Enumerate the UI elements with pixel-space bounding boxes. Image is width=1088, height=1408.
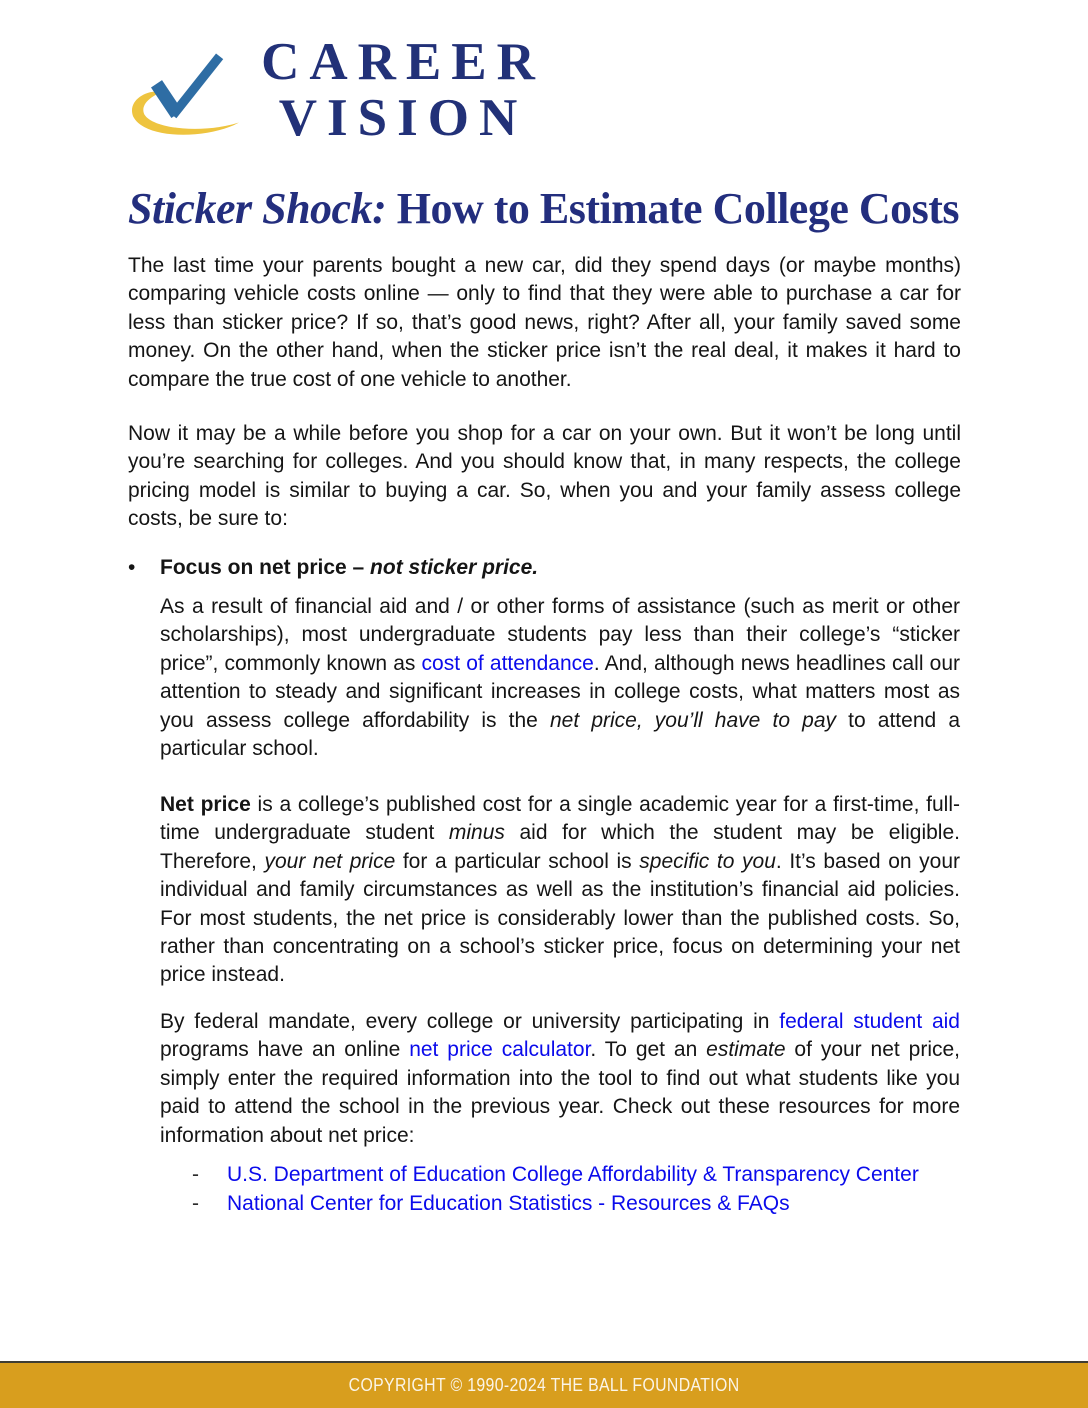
text-run: The last time your parents bought a new car, did they spend days (or maybe months) comparing vehicle costs online — only to find that they were able to purchase a car for less than sticker price? If so, that’s good news, right? After all, your family saved some money. On the other hand, when the sticker price isn’t the real deal, it makes it hard to compare the true cost of one vehicle to another.	[128, 254, 961, 391]
resource-links-list	[192, 1161, 919, 1218]
link-ed-affordability-transparency-center[interactable]: U.S. Department of Education College Affordability & Transparency Center	[227, 1163, 919, 1186]
copyright-text: COPYRIGHT © 1990-2024 THE BALL FOUNDATION	[348, 1375, 740, 1395]
text-run: Now it may be a while before you shop for a car on your own. But it won’t be long until you’re searching for colleges. And you should know that, in many respects, the college pricing model is similar to buying a car. So, when you and your family assess college costs, be sure to:	[128, 422, 961, 531]
bullet-heading	[160, 554, 538, 582]
text-run: of your net price, simply enter the required information into the tool to find out what students like you paid to attend the school in the previous year. Check out these resources for more information about net price:	[160, 1038, 960, 1147]
paragraph-college-pricing	[128, 420, 961, 534]
footer-bar	[0, 1361, 1088, 1408]
bullet-item-focus-net-price	[128, 554, 961, 582]
bullet-icon: •	[128, 556, 136, 579]
title-italic-part: Sticker Shock:	[128, 184, 387, 233]
text-run: Net price	[160, 793, 251, 816]
text-run: Focus on net price –	[160, 556, 371, 579]
text-run: . It’s based on your individual and family circumstances as well as the institution’s financial aid policies. For most students, the net price is considerably lower than the published costs. So, rather than concentrating on a school’s sticker price, focus on determining your net price instead.	[160, 849, 961, 987]
link-nces-resources-faqs[interactable]: National Center for Education Statistics - Resources & FAQs	[227, 1191, 790, 1215]
text-run: By federal mandate, every college or university participating in	[160, 1010, 780, 1033]
logo-word-career: CAREER	[261, 33, 545, 91]
text-run: . To get an	[590, 1038, 707, 1062]
page-title	[128, 184, 959, 234]
logo-word-vision: VISION	[278, 89, 528, 147]
text-run: to attend a particular school.	[160, 708, 960, 761]
text-run: estimate	[706, 1038, 786, 1062]
dash-bullet: -	[192, 1191, 199, 1215]
paragraph-financial-aid	[160, 593, 960, 763]
text-run: minus	[448, 821, 505, 845]
title-normal-part: How to Estimate College Costs	[386, 184, 960, 233]
text-run: programs have an online	[160, 1038, 410, 1062]
text-run: As a result of financial aid and / or other forms of assistance (such as merit or other scholarships), most undergraduate students pay less than their college’s “sticker price”, commonly known as	[160, 595, 960, 675]
paragraph-net-price-definition	[160, 791, 960, 990]
inline-link[interactable]: cost of attendance	[421, 651, 594, 675]
text-run: net price, you’ll have to pay	[549, 708, 836, 732]
inline-link[interactable]: federal student aid	[779, 1010, 960, 1033]
resource-link-row	[192, 1161, 919, 1190]
text-run: . And, although news headlines call our attention to steady and significant increases in college costs, what matters most as you assess college affordability is the	[160, 651, 960, 732]
logo-wordmark	[253, 34, 553, 146]
text-run: for a particular school is	[395, 849, 640, 873]
text-run: is a college’s published cost for a single academic year for a first-time, full-time undergraduate student	[160, 793, 960, 845]
text-run: aid for which the student may be eligible. Therefore,	[160, 821, 960, 873]
text-run: not sticker price.	[370, 556, 539, 579]
text-run: your net price	[264, 849, 396, 873]
paragraph-car-shopping	[128, 252, 961, 394]
text-run: specific to you	[639, 849, 776, 873]
career-vision-logo-icon	[127, 53, 241, 137]
inline-link[interactable]: net price calculator	[409, 1038, 591, 1062]
paragraph-federal-mandate	[160, 1008, 960, 1150]
check-long-arm	[173, 56, 220, 115]
dash-bullet: -	[192, 1163, 199, 1186]
resource-link-row	[192, 1190, 919, 1219]
